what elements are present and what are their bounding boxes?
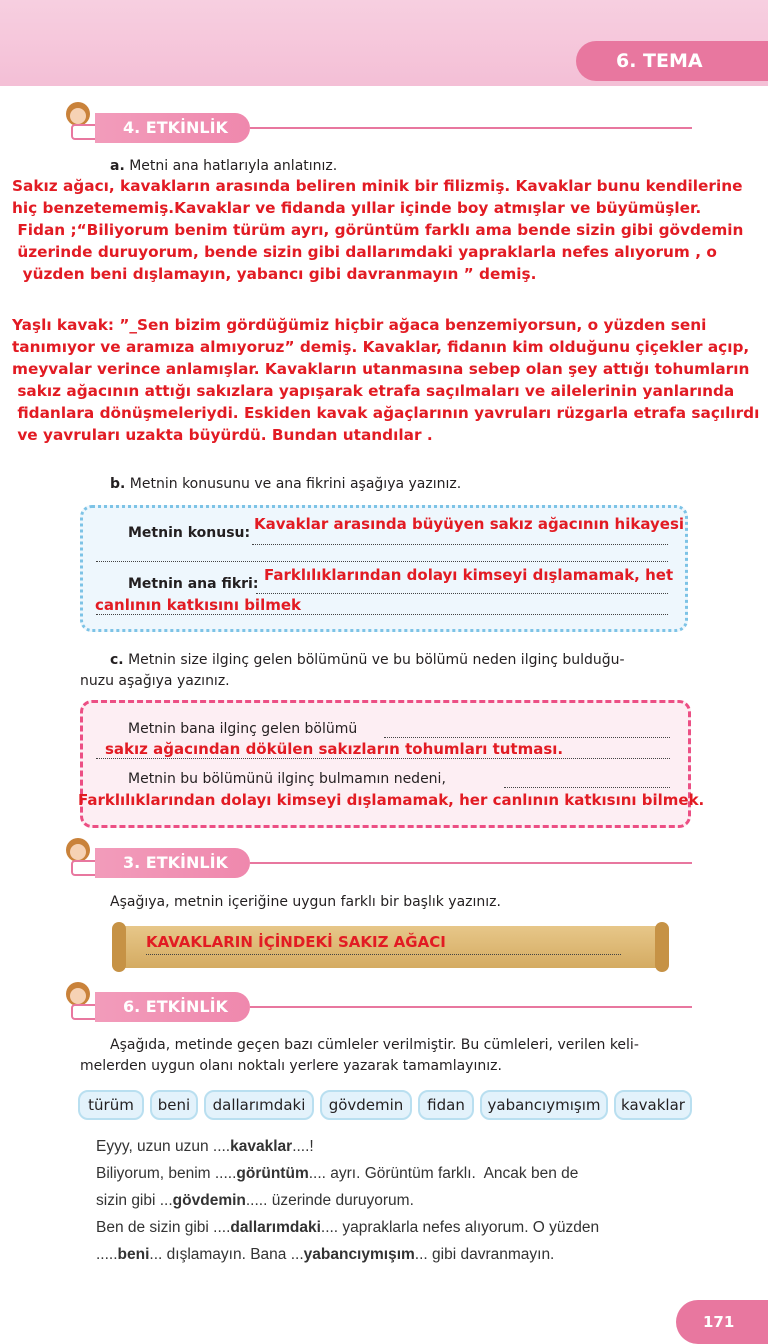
reason-label: Metnin bu bölümünü ilginç bulmamın nedeni,	[128, 771, 446, 787]
text: .... ayrı. Görüntüm farklı. Ancak ben de	[308, 1165, 579, 1182]
word-chip[interactable]: fidan	[418, 1090, 474, 1120]
word-chip[interactable]: beni	[150, 1090, 198, 1120]
topic-dotted-line-2	[96, 560, 668, 562]
instruction-a-num: a.	[110, 158, 125, 174]
answer-a-paragraph-2	[12, 314, 768, 446]
topic-answer[interactable]: Kavaklar arasında büyüyen sakız ağacının hikayesi	[254, 515, 685, 533]
completion-sentences	[96, 1133, 706, 1268]
instruction-c	[110, 652, 625, 668]
sentence-line-2	[96, 1160, 706, 1187]
word-chip[interactable]: yabancıymışım	[480, 1090, 608, 1120]
text: ....!	[292, 1138, 314, 1155]
filled-word: görüntüm	[236, 1165, 309, 1182]
instruction-a-text: Metni ana hatlarıyla anlatınız.	[129, 158, 338, 174]
text: Biliyorum, benim .....	[96, 1165, 237, 1182]
answer-a-line: Sakız ağacı, kavakların arasında beliren minik bir filizmiş. Kavaklar bunu kendilerine	[12, 177, 743, 195]
instruction-b	[110, 476, 461, 492]
text: ... dışlamayın. Bana ...	[149, 1246, 304, 1263]
text: .....	[96, 1246, 118, 1263]
answer-a-line: Fidan ;“Biliyorum benim türüm ayrı, görüntüm farklı ama bende sizin gibi gövdemin	[12, 221, 744, 239]
instruction-6-line-2: melerden uygun olanı noktalı yerlere yazarak tamamlayınız.	[80, 1058, 502, 1074]
reason-answer[interactable]: Farklılıklarından dolayı kimseyi dışlamamak, her canlının katkısını bilmek.	[78, 791, 705, 809]
filled-word: gövdemin	[172, 1192, 246, 1209]
main-idea-answer-line-2[interactable]: canlının katkısını bilmek	[95, 596, 301, 614]
answer-a-paragraph-1	[12, 175, 768, 285]
word-chip[interactable]: türüm	[78, 1090, 144, 1120]
text: Ben de sizin gibi ....	[96, 1219, 231, 1236]
sentence-line-3	[96, 1187, 706, 1214]
text: ... gibi davranmayın.	[414, 1246, 555, 1263]
sentence-line-1	[96, 1133, 706, 1160]
word-chip[interactable]: dallarımdaki	[204, 1090, 314, 1120]
filled-word: dallarımdaki	[230, 1219, 321, 1236]
instruction-6-line-1: Aşağıda, metinde geçen bazı cümleler verilmiştir. Bu cümleleri, verilen keli-	[110, 1037, 639, 1053]
main-idea-dotted-line-2	[96, 613, 668, 615]
activity-6-title: 6. ETKİNLİK	[95, 992, 250, 1022]
answer-a-line: ve yavruları uzakta büyürdü. Bundan utandılar .	[12, 426, 433, 444]
word-chip[interactable]: kavaklar	[614, 1090, 692, 1120]
title-answer[interactable]: KAVAKLARIN İÇİNDEKİ SAKIZ AĞACI	[146, 933, 446, 951]
answer-a-line: Yaşlı kavak: ”_Sen bizim gördüğümiz hiçbir ağaca benzemiyorsun, o yüzden seni	[12, 316, 707, 334]
word-chip[interactable]: gövdemin	[320, 1090, 412, 1120]
instruction-3: Aşağıya, metnin içeriğine uygun farklı bir başlık yazınız.	[110, 894, 501, 910]
filled-word: kavaklar	[230, 1138, 293, 1155]
title-dotted-line	[146, 953, 621, 955]
main-idea-dotted-line	[256, 592, 668, 594]
text: Eyyy, uzun uzun ....	[96, 1138, 231, 1155]
text: .... yapraklarla nefes alıyorum. O yüzden	[320, 1219, 600, 1236]
text: sizin gibi ...	[96, 1192, 173, 1209]
activity-3-title: 3. ETKİNLİK	[95, 848, 250, 878]
theme-label: 6. TEMA	[576, 41, 768, 81]
answer-a-line: fidanlara dönüşmeleriydi. Eskiden kavak ağaçlarının yavruları rüzgarla etrafa saçılırdı	[12, 404, 760, 422]
activity-6-line	[250, 1006, 692, 1008]
instruction-c-num: c.	[110, 652, 124, 668]
instruction-b-text: Metnin konusunu ve ana fikrini aşağıya yazınız.	[129, 476, 462, 492]
answer-a-line: yüzden beni dışlamayın, yabancı gibi davranmayın ” demiş.	[12, 265, 537, 283]
sentence-line-4	[96, 1214, 706, 1241]
instruction-b-num: b.	[110, 476, 126, 492]
activity-4-line	[250, 127, 692, 129]
interesting-part-answer[interactable]: sakız ağacından dökülen sakızların tohumları tutması.	[105, 740, 564, 758]
page-number: 171	[676, 1300, 768, 1344]
filled-word: beni	[117, 1246, 150, 1263]
activity-3-line	[250, 862, 692, 864]
activity-4-title: 4. ETKİNLİK	[95, 113, 250, 143]
answer-a-line: tanımıyor ve aramıza almıyoruz” demiş. Kavaklar, fidanın kim olduğunu çiçekler açıp,	[12, 338, 750, 356]
instruction-a	[110, 158, 337, 174]
topic-label: Metnin konusu:	[128, 525, 251, 541]
main-idea-label: Metnin ana fikri:	[128, 576, 259, 592]
instruction-c-text-2: nuzu aşağıya yazınız.	[80, 673, 230, 689]
answer-a-line: meyvalar verince anlamışlar. Kavakların utanmasına sebep olan şey attığı tohumların	[12, 360, 750, 378]
filled-word: yabancıymışım	[303, 1246, 415, 1263]
answer-a-line: üzerinde duruyorum, bende sizin gibi dallarımdaki yapraklarla nefes alıyorum , o	[12, 243, 717, 261]
interesting-part-label: Metnin bana ilginç gelen bölümü	[128, 721, 358, 737]
interesting-part-dotted-line	[384, 736, 670, 738]
sentence-line-5	[96, 1241, 706, 1268]
interesting-part-dotted-line-2	[96, 757, 670, 759]
main-idea-answer-line-1[interactable]: Farklılıklarından dolayı kimseyi dışlamamak, het	[264, 566, 674, 584]
answer-a-line: hiç benzetememiş.Kavaklar ve fidanda yıllar içinde boy atmışlar ve büyümüşler.	[12, 199, 702, 217]
reason-dotted-line	[504, 786, 670, 788]
topic-dotted-line	[252, 543, 668, 545]
answer-a-line: sakız ağacının attığı sakızlara yapışarak etrafa saçılmaları ve ailelerinin yanlarında	[12, 382, 735, 400]
text: ..... üzerinde duruyorum.	[245, 1192, 414, 1209]
instruction-c-text-1: Metnin size ilginç gelen bölümünü ve bu bölümü neden ilginç bulduğu-	[128, 652, 625, 668]
